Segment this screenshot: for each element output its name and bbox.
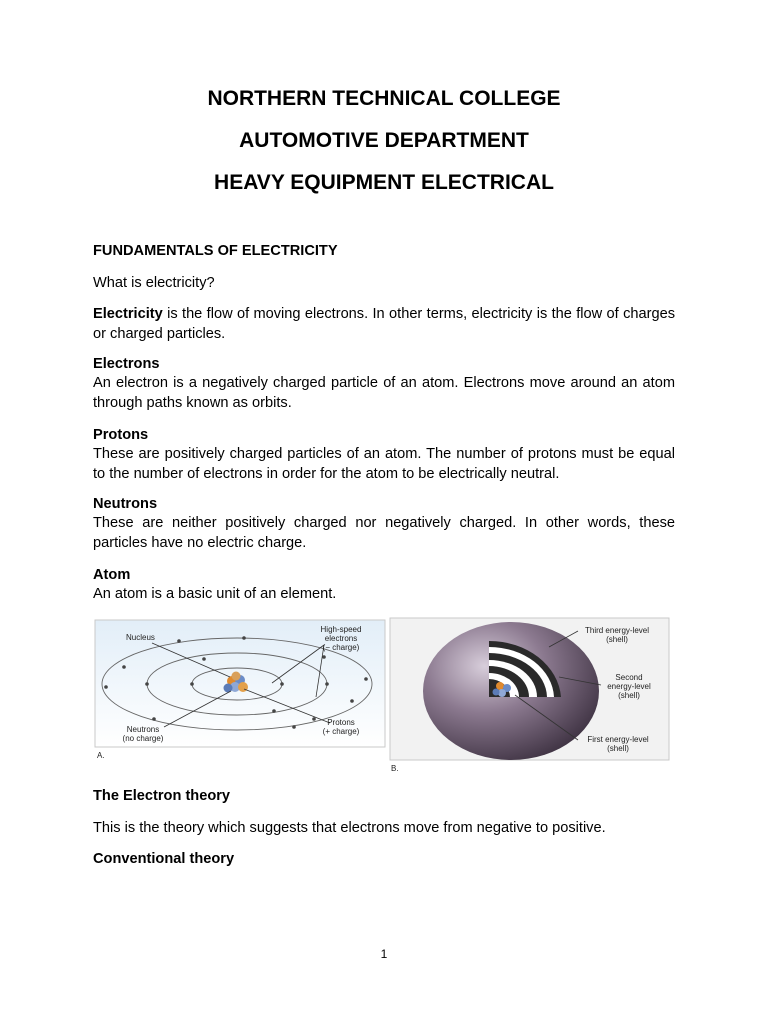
- electrons-label-line2: electrons: [324, 634, 358, 643]
- electrons-label-line1: High-speed: [320, 625, 362, 634]
- page-number: 1: [380, 947, 388, 961]
- first-level-label-line2: (shell): [607, 744, 629, 753]
- section-heading: FUNDAMENTALS OF ELECTRICITY: [93, 243, 338, 259]
- atom-orbit-figure: [94, 619, 386, 760]
- second-level-label-line1: Second: [615, 673, 643, 682]
- neutrons-label-line2: (no charge): [122, 734, 164, 743]
- energy-level-figure: [389, 617, 671, 773]
- second-level-label-line2: energy-level: [607, 682, 651, 691]
- neutrons-label-line1: Neutrons: [126, 725, 160, 734]
- electricity-paragraph: [93, 304, 675, 344]
- atom-text: An atom is a basic unit of an element.: [93, 586, 337, 602]
- nucleus-label: Nucleus: [126, 633, 155, 642]
- second-level-label-line3: (shell): [618, 691, 640, 700]
- electron-theory-heading: The Electron theory: [93, 788, 231, 804]
- first-level-label-line1: First energy-level: [587, 735, 649, 744]
- electricity-definition: is the flow of moving electrons. In other terms, electricity is the flow of charges or charged particles.: [93, 306, 675, 342]
- protons-label-line2: (+ charge): [322, 727, 360, 736]
- neutrons-text: These are neither positively charged nor negatively charged. In other words, these particles have no electric charge.: [93, 515, 675, 551]
- atom-sphere-icon: [423, 622, 599, 760]
- electrons-heading: Electrons: [93, 356, 160, 372]
- atom-heading: Atom: [93, 567, 131, 583]
- conventional-theory-heading: Conventional theory: [93, 851, 235, 867]
- neutrons-heading: Neutrons: [93, 496, 158, 512]
- electrons-label-line3: (− charge): [322, 643, 360, 652]
- electrons-text: An electron is a negatively charged particle of an atom. Electrons move around an atom through paths known as orbits.: [93, 375, 675, 411]
- third-level-label-line1: Third energy-level: [584, 626, 650, 635]
- college-title: NORTHERN TECHNICAL COLLEGE: [207, 87, 561, 110]
- figure-a-tag: A.: [97, 751, 105, 760]
- course-title: HEAVY EQUIPMENT ELECTRICAL: [214, 171, 554, 194]
- department-title: AUTOMOTIVE DEPARTMENT: [239, 129, 529, 152]
- electricity-term: Electricity: [93, 306, 163, 322]
- question-text: What is electricity?: [93, 275, 215, 291]
- third-level-label-line2: (shell): [606, 635, 628, 644]
- protons-text: These are positively charged particles of an atom. The number of protons must be equal to the number of electrons in order for the atom to be electrically neutral.: [93, 446, 675, 482]
- protons-label-line1: Protons: [327, 718, 355, 727]
- figure-b-tag: B.: [391, 764, 399, 773]
- protons-heading: Protons: [93, 427, 149, 443]
- electron-theory-text: This is the theory which suggests that electrons move from negative to positive.: [93, 820, 606, 836]
